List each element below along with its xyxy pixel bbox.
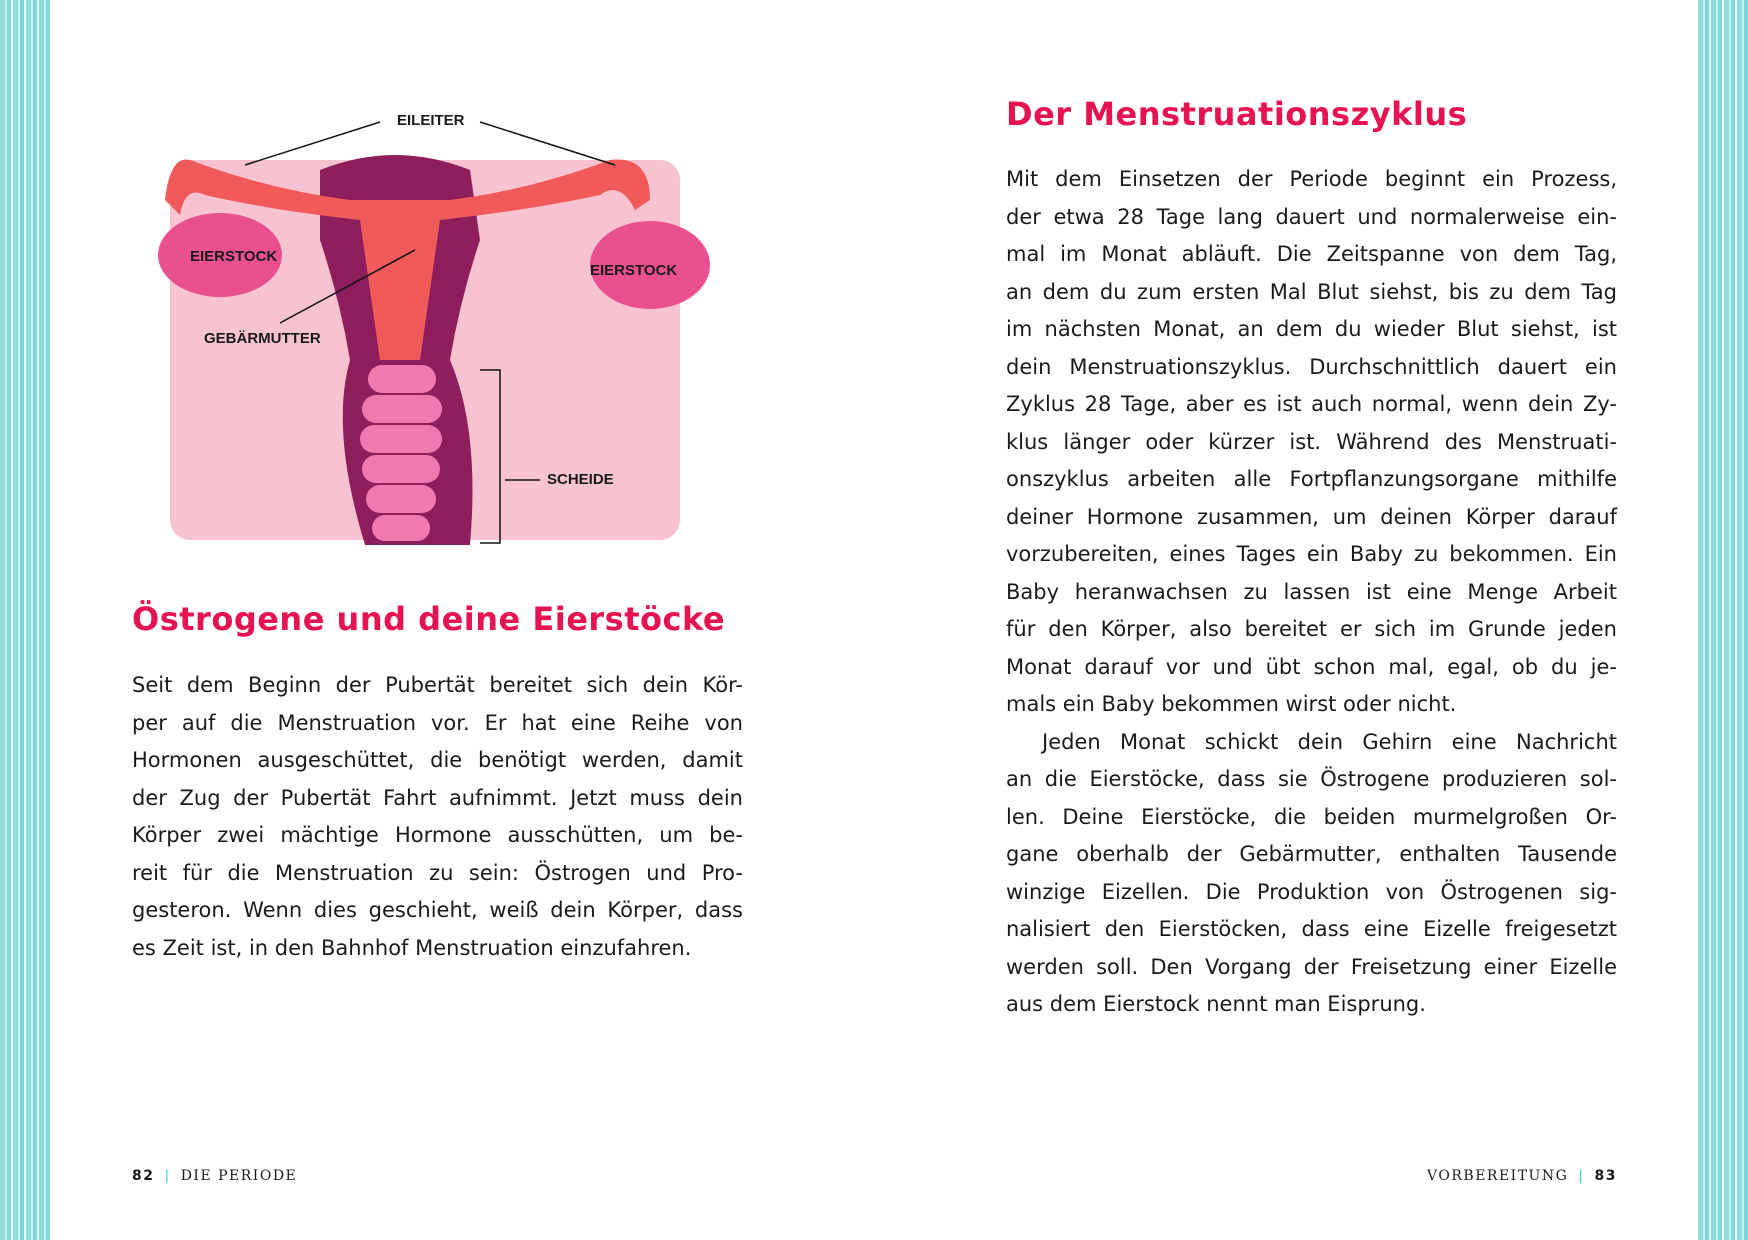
text-line: Monat darauf vor und übt schon mal, egal, ob du je- <box>1006 654 1617 679</box>
text-line: im nächsten Monat, an dem du wieder Blut siehst, ist <box>1006 317 1617 341</box>
text-line: mals ein Baby bekommen wirst oder nicht. <box>1006 692 1457 716</box>
text-line: deiner Hormone zusammen, um deinen Körper darauf <box>1006 504 1617 529</box>
chapter-title-left: DIE PERIODE <box>180 1168 298 1184</box>
text-line: für den Körper, also bereitet er sich im Grunde jeden <box>1006 617 1617 641</box>
footer-separator: | <box>164 1168 171 1184</box>
left-body-text <box>132 667 743 967</box>
label-eierstock-right: EIERSTOCK <box>590 262 678 279</box>
footer-separator: | <box>1578 1168 1585 1184</box>
text-line: Baby heranwachsen zu lassen ist eine Menge Arbeit <box>1006 579 1617 604</box>
text-line: dein Menstruationszyklus. Durchschnittlich dauert ein <box>1006 354 1617 379</box>
page-number-right: 83 <box>1594 1168 1617 1184</box>
text-line: Hormonen ausgeschüttet, die benötigt werden, damit <box>132 748 743 772</box>
label-scheide: SCHEIDE <box>547 471 614 488</box>
text-line: der Zug der Pubertät Fahrt aufnimmt. Jetzt muss dein <box>132 785 743 810</box>
text-line: onszyklus arbeiten alle Fortpflanzungsorgane mithilfe <box>1006 467 1617 491</box>
text-line: klus länger oder kürzer ist. Während des Menstruati- <box>1006 429 1617 454</box>
text-line: es Zeit ist, in den Bahnhof Menstruation einzufahren. <box>132 935 692 960</box>
label-eileiter: EILEITER <box>397 112 465 129</box>
text-line: winzige Eizellen. Die Produktion von Östrogenen sig- <box>1006 879 1617 904</box>
text-line: nalisiert den Eierstöcken, dass eine Eizelle freigesetzt <box>1006 917 1617 941</box>
text-line: an die Eierstöcke, dass sie Östrogene produzieren sol- <box>1006 767 1617 791</box>
text-line: Mit dem Einsetzen der Periode beginnt ein Prozess, <box>1006 167 1617 191</box>
footer-right <box>1427 1168 1617 1184</box>
text-line: aus dem Eierstock nennt man Eisprung. <box>1006 992 1426 1016</box>
text-line: Zyklus 28 Tage, aber es ist auch normal, wenn dein Zy- <box>1006 392 1617 416</box>
text-line: Körper zwei mächtige Hormone ausschütten, um be- <box>132 823 743 847</box>
chapter-title-right: VORBEREITUNG <box>1427 1168 1569 1184</box>
decorative-border-right <box>1698 0 1748 1240</box>
left-heading: Östrogene und deine Eierstöcke <box>132 600 726 638</box>
anatomy-diagram <box>150 100 730 560</box>
text-line: gane oberhalb der Gebärmutter, enthalten Tausende <box>1006 842 1617 866</box>
text-line: reit für die Menstruation zu sein: Östrogen und Pro- <box>132 860 743 885</box>
label-eierstock-left: EIERSTOCK <box>190 248 278 265</box>
footer-left <box>132 1168 297 1184</box>
text-line: len. Deine Eierstöcke, die beiden murmelgroßen Or- <box>1006 804 1617 829</box>
text-line: per auf die Menstruation vor. Er hat eine Reihe von <box>132 710 743 735</box>
text-line: Seit dem Beginn der Pubertät bereitet sich dein Kör- <box>132 673 743 697</box>
text-line: vorzubereiten, eines Tages ein Baby zu bekommen. Ein <box>1006 542 1617 566</box>
text-line: werden soll. Den Vorgang der Freisetzung einer Eizelle <box>1006 954 1617 979</box>
text-line: Jeden Monat schickt dein Gehirn eine Nachricht <box>1042 729 1617 754</box>
text-line: der etwa 28 Tage lang dauert und normalerweise ein- <box>1006 204 1617 229</box>
label-gebaermutter: GEBÄRMUTTER <box>204 330 321 347</box>
text-line: mal im Monat abläuft. Die Zeitspanne von dem Tag, <box>1006 242 1617 266</box>
right-body-text <box>1006 161 1617 1024</box>
page-number-left: 82 <box>132 1168 155 1184</box>
text-line: an dem du zum ersten Mal Blut siehst, bis zu dem Tag <box>1006 279 1617 304</box>
right-heading: Der Menstruationszyklus <box>1006 95 1468 133</box>
text-line: gesteron. Wenn dies geschieht, weiß dein Körper, dass <box>132 898 743 922</box>
decorative-border-left <box>0 0 50 1240</box>
